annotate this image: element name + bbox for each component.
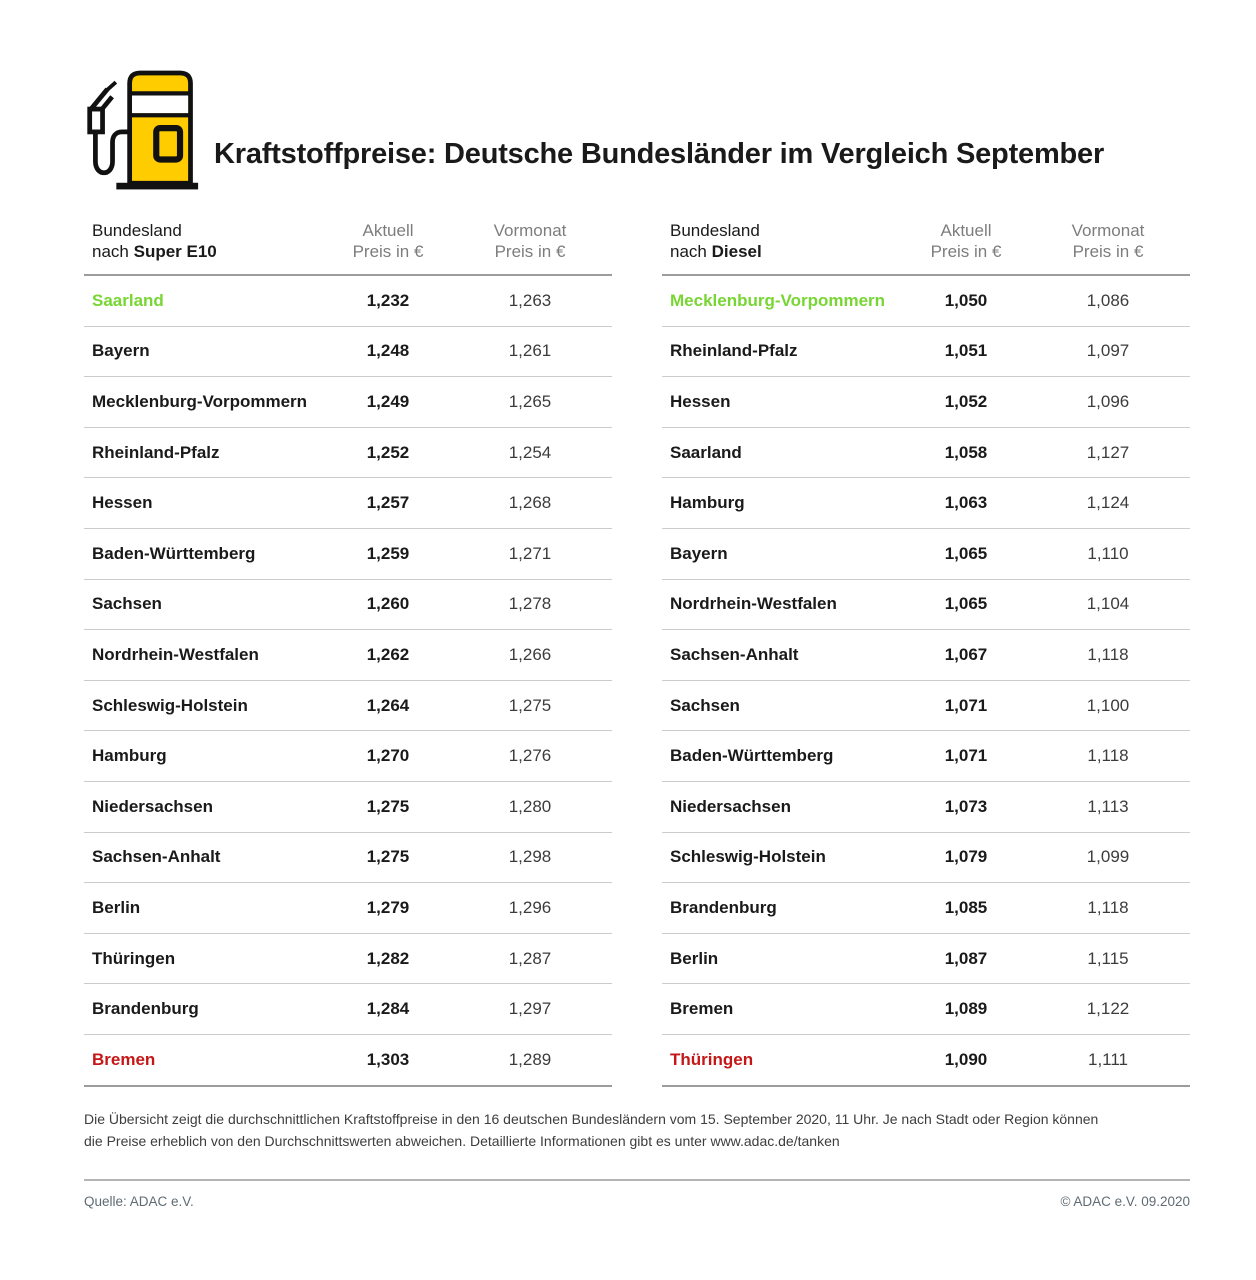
current-price: 1,248 <box>366 341 410 361</box>
table-row <box>84 377 612 428</box>
table-row <box>84 681 612 732</box>
header-line-bundesland: Bundesland <box>92 221 182 240</box>
column-header-bundesland <box>84 220 328 262</box>
state-name: Baden-Württemberg <box>92 543 256 563</box>
current-price: 1,262 <box>366 644 410 664</box>
current-price: 1,065 <box>944 543 988 563</box>
previous-price: 1,268 <box>508 493 552 513</box>
state-name: Bremen <box>670 999 734 1019</box>
page-footer <box>84 1179 1190 1209</box>
current-price: 1,252 <box>366 442 410 462</box>
table-row <box>662 377 1190 428</box>
current-price: 1,050 <box>944 290 988 310</box>
state-name: Sachsen-Anhalt <box>670 644 799 664</box>
state-name: Rheinland-Pfalz <box>92 442 220 462</box>
state-name: Mecklenburg-Vorpommern <box>92 391 308 411</box>
header-fuel-type: Diesel <box>711 242 762 261</box>
previous-price: 1,263 <box>508 290 552 310</box>
state-name: Bremen <box>92 1049 156 1069</box>
column-header-aktuell: Aktuell Preis in € <box>930 221 1002 261</box>
previous-price: 1,298 <box>508 847 552 867</box>
table-row <box>662 276 1190 327</box>
current-price: 1,270 <box>366 746 410 766</box>
table-row <box>84 984 612 1035</box>
current-price: 1,089 <box>944 999 988 1019</box>
previous-price: 1,104 <box>1086 594 1130 614</box>
table-row <box>84 934 612 985</box>
previous-price: 1,297 <box>508 999 552 1019</box>
current-price: 1,085 <box>944 897 988 917</box>
current-price: 1,058 <box>944 442 988 462</box>
previous-price: 1,271 <box>508 543 552 563</box>
current-price: 1,079 <box>944 847 988 867</box>
state-name: Brandenburg <box>92 999 199 1019</box>
table-row <box>84 529 612 580</box>
table-row <box>662 1035 1190 1087</box>
table-row <box>662 883 1190 934</box>
column-header-vormonat: Vormonat Preis in € <box>493 221 567 261</box>
table-row <box>662 630 1190 681</box>
previous-price: 1,127 <box>1086 442 1130 462</box>
state-name: Thüringen <box>670 1049 754 1069</box>
state-name: Brandenburg <box>670 897 777 917</box>
state-name: Mecklenburg-Vorpommern <box>670 290 886 310</box>
current-price: 1,087 <box>944 948 988 968</box>
previous-price: 1,265 <box>508 391 552 411</box>
previous-price: 1,289 <box>508 1049 552 1069</box>
previous-price: 1,097 <box>1086 341 1130 361</box>
current-price: 1,275 <box>366 796 410 816</box>
previous-price: 1,122 <box>1086 999 1130 1019</box>
table-row <box>84 428 612 479</box>
current-price: 1,071 <box>944 695 988 715</box>
table-row <box>662 529 1190 580</box>
previous-price: 1,118 <box>1087 897 1129 917</box>
previous-price: 1,110 <box>1087 543 1129 563</box>
previous-price: 1,118 <box>1087 644 1129 664</box>
table-rows-super-e10 <box>84 276 612 1087</box>
fuel-pump-icon <box>84 65 200 195</box>
table-header-super-e10 <box>84 220 612 276</box>
current-price: 1,259 <box>366 543 410 563</box>
column-header-vormonat: Vormonat Preis in € <box>1071 221 1145 261</box>
state-name: Saarland <box>670 442 742 462</box>
current-price: 1,067 <box>944 644 988 664</box>
table-rows-diesel <box>662 276 1190 1087</box>
source-label: Quelle: ADAC e.V. <box>84 1194 194 1210</box>
copyright-label: © ADAC e.V. 09.2020 <box>1060 1194 1190 1210</box>
state-name: Nordrhein-Westfalen <box>92 644 259 664</box>
previous-price: 1,115 <box>1087 948 1129 968</box>
state-name: Berlin <box>670 948 719 968</box>
page-title: Kraftstoffpreise: Deutsche Bundesländer im Vergleich September <box>214 138 1105 170</box>
table-row <box>84 833 612 884</box>
table-row <box>662 731 1190 782</box>
table-row <box>84 327 612 378</box>
current-price: 1,279 <box>366 897 410 917</box>
table-row <box>662 681 1190 732</box>
table-row <box>662 327 1190 378</box>
current-price: 1,051 <box>944 341 988 361</box>
header-line-nach: nach <box>92 242 129 261</box>
current-price: 1,282 <box>366 948 410 968</box>
previous-price: 1,276 <box>508 746 552 766</box>
state-name: Nordrhein-Westfalen <box>670 594 837 614</box>
table-header-diesel <box>662 220 1190 276</box>
header-line-nach: nach <box>670 242 707 261</box>
state-name: Hamburg <box>670 493 745 513</box>
current-price: 1,073 <box>944 796 988 816</box>
current-price: 1,303 <box>366 1049 410 1069</box>
state-name: Hessen <box>670 391 731 411</box>
previous-price: 1,111 <box>1087 1049 1129 1069</box>
table-row <box>662 833 1190 884</box>
current-price: 1,232 <box>366 290 410 310</box>
state-name: Berlin <box>92 897 141 917</box>
current-price: 1,284 <box>366 999 410 1019</box>
state-name: Sachsen <box>92 594 162 614</box>
table-row <box>662 580 1190 631</box>
state-name: Niedersachsen <box>92 796 213 816</box>
previous-price: 1,275 <box>508 695 552 715</box>
state-name: Thüringen <box>92 948 176 968</box>
previous-price: 1,266 <box>508 644 552 664</box>
table-row <box>84 883 612 934</box>
current-price: 1,065 <box>944 594 988 614</box>
table-diesel <box>662 220 1190 1087</box>
column-header-aktuell: Aktuell Preis in € <box>352 221 424 261</box>
table-row <box>84 1035 612 1087</box>
header-fuel-type: Super E10 <box>133 242 217 261</box>
previous-price: 1,118 <box>1087 746 1129 766</box>
table-super-e10 <box>84 220 612 1087</box>
state-name: Schleswig-Holstein <box>92 695 248 715</box>
column-header-bundesland <box>662 220 906 262</box>
previous-price: 1,280 <box>508 796 552 816</box>
current-price: 1,275 <box>366 847 410 867</box>
current-price: 1,090 <box>944 1049 988 1069</box>
table-row <box>84 630 612 681</box>
previous-price: 1,086 <box>1086 290 1130 310</box>
footnote-text: Die Übersicht zeigt die durchschnittlichen Kraftstoffpreise in den 16 deutschen Bundesländern vom 15. September 2020, 11 Uhr. Je nach Stadt oder Region können die Preise erheblich von den Durchschnittswerten abweichen. Detaillierte Informationen gibt es unter www.adac.de/tanken <box>84 1110 1099 1150</box>
previous-price: 1,100 <box>1086 695 1130 715</box>
state-name: Baden-Württemberg <box>670 746 834 766</box>
header-line-bundesland: Bundesland <box>670 221 760 240</box>
table-row <box>662 782 1190 833</box>
current-price: 1,260 <box>366 594 410 614</box>
state-name: Schleswig-Holstein <box>670 847 826 867</box>
state-name: Hessen <box>92 493 153 513</box>
current-price: 1,071 <box>944 746 988 766</box>
current-price: 1,249 <box>366 391 410 411</box>
state-name: Bayern <box>670 543 728 563</box>
table-row <box>662 478 1190 529</box>
table-row <box>84 276 612 327</box>
current-price: 1,257 <box>366 493 410 513</box>
previous-price: 1,099 <box>1086 847 1130 867</box>
table-row <box>84 580 612 631</box>
state-name: Saarland <box>92 290 164 310</box>
state-name: Bayern <box>92 341 150 361</box>
previous-price: 1,261 <box>508 341 552 361</box>
table-row <box>84 782 612 833</box>
previous-price: 1,296 <box>508 897 552 917</box>
table-row <box>84 731 612 782</box>
table-row <box>662 984 1190 1035</box>
page-header <box>84 67 1190 195</box>
previous-price: 1,096 <box>1086 391 1130 411</box>
state-name: Sachsen-Anhalt <box>92 847 221 867</box>
previous-price: 1,287 <box>508 948 552 968</box>
state-name: Rheinland-Pfalz <box>670 341 798 361</box>
table-row <box>662 934 1190 985</box>
table-row <box>662 428 1190 479</box>
table-row <box>84 478 612 529</box>
state-name: Hamburg <box>92 746 167 766</box>
state-name: Sachsen <box>670 695 740 715</box>
current-price: 1,264 <box>366 695 410 715</box>
previous-price: 1,113 <box>1087 796 1129 816</box>
previous-price: 1,278 <box>508 594 552 614</box>
state-name: Niedersachsen <box>670 796 791 816</box>
current-price: 1,063 <box>944 493 988 513</box>
current-price: 1,052 <box>944 391 988 411</box>
previous-price: 1,254 <box>508 442 552 462</box>
tables-container <box>84 220 1190 1087</box>
previous-price: 1,124 <box>1086 493 1130 513</box>
